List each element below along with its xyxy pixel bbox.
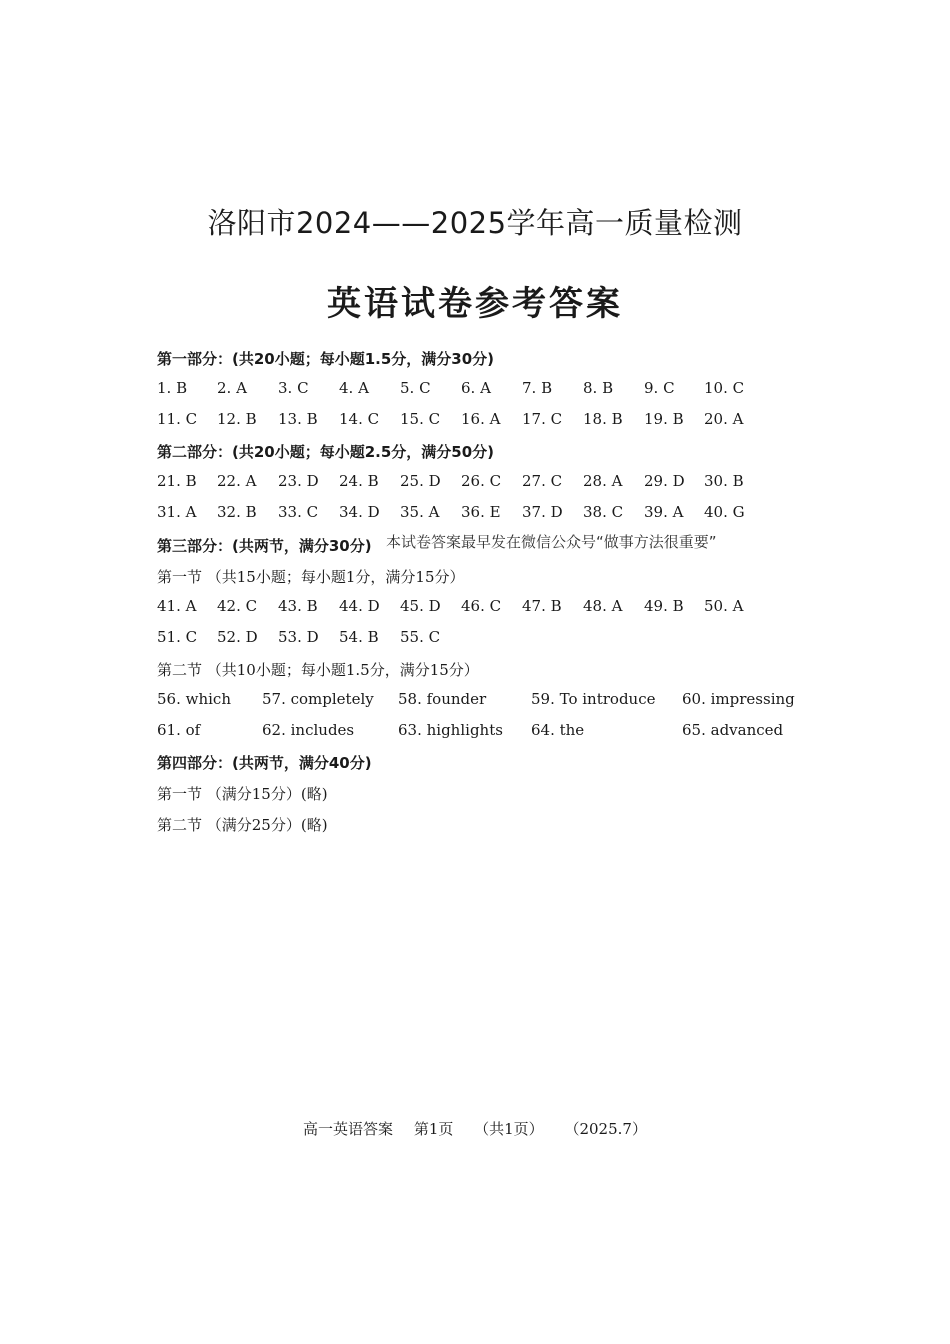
answer-item: 3. C xyxy=(278,379,309,397)
answer-item: 52. D xyxy=(217,628,258,646)
part4-heading: 第四部分：(共两节，满分40分) xyxy=(157,754,372,772)
answer-item: 46. C xyxy=(461,597,502,615)
answer-item: 28. A xyxy=(583,472,623,490)
answer-item: 30. B xyxy=(704,472,744,490)
part3-section1-heading: 第一节 （共15小题；每小题1分，满分15分） xyxy=(157,568,465,586)
answer-item: 39. A xyxy=(644,503,684,521)
answer-item: 63. highlights xyxy=(398,721,503,739)
answer-item: 37. D xyxy=(522,503,563,521)
answer-item: 65. advanced xyxy=(682,721,784,739)
answer-item: 13. B xyxy=(278,410,318,428)
answer-item: 55. C xyxy=(400,628,441,646)
answer-item: 31. A xyxy=(157,503,197,521)
answer-item: 60. impressing xyxy=(682,690,795,708)
answer-item: 9. C xyxy=(644,379,675,397)
answer-item: 53. D xyxy=(278,628,319,646)
footer-page: 第1页 xyxy=(413,1120,454,1138)
answer-item: 23. D xyxy=(278,472,319,490)
page-footer xyxy=(0,1118,950,1139)
part3-section2-heading: 第二节 （共10小题；每小题1.5分，满分15分） xyxy=(157,661,479,679)
answer-item: 62. includes xyxy=(262,721,355,739)
answer-item: 59. To introduce xyxy=(531,690,656,708)
footer-date: （2025.7） xyxy=(564,1120,647,1138)
answer-item: 26. C xyxy=(461,472,502,490)
answer-item: 27. C xyxy=(522,472,563,490)
answer-item: 58. founder xyxy=(398,690,487,708)
answer-item: 54. B xyxy=(339,628,379,646)
part1-heading: 第一部分：(共20小题；每小题1.5分，满分30分) xyxy=(157,350,495,368)
answer-item: 22. A xyxy=(217,472,257,490)
answer-item: 45. D xyxy=(400,597,441,615)
answer-item: 48. A xyxy=(583,597,623,615)
answer-item: 61. of xyxy=(157,721,201,739)
answer-item: 15. C xyxy=(400,410,441,428)
answer-item: 49. B xyxy=(644,597,684,615)
watermark-note: 本试卷答案最早发在微信公众号“做事方法很重要” xyxy=(386,533,717,551)
answer-item: 44. D xyxy=(339,597,380,615)
answer-item: 20. A xyxy=(704,410,744,428)
page-title: 洛阳市2024——2025学年高一质量检测 xyxy=(207,206,743,240)
answer-item: 16. A xyxy=(461,410,501,428)
answer-item: 40. G xyxy=(704,503,745,521)
answer-item: 41. A xyxy=(157,597,197,615)
answer-item: 21. B xyxy=(157,472,197,490)
answer-item: 8. B xyxy=(583,379,614,397)
answer-item: 32. B xyxy=(217,503,257,521)
answer-item: 57. completely xyxy=(262,690,374,708)
answer-item: 29. D xyxy=(644,472,685,490)
answer-item: 1. B xyxy=(157,379,188,397)
answer-item: 2. A xyxy=(217,379,247,397)
answer-item: 34. D xyxy=(339,503,380,521)
answer-item: 17. C xyxy=(522,410,563,428)
answer-item: 5. C xyxy=(400,379,431,397)
answer-item: 56. which xyxy=(157,690,231,708)
part3-heading: 第三部分：(共两节，满分30分) xyxy=(157,537,372,555)
answer-item: 7. B xyxy=(522,379,553,397)
answer-item: 19. B xyxy=(644,410,684,428)
answer-item: 14. C xyxy=(339,410,380,428)
answer-item: 11. C xyxy=(157,410,198,428)
answer-item: 6. A xyxy=(461,379,491,397)
footer-subject: 高一英语答案 xyxy=(303,1120,394,1138)
answer-item: 36. E xyxy=(461,503,501,521)
answer-item: 35. A xyxy=(400,503,440,521)
part4-section2: 第二节 （满分25分）(略) xyxy=(157,816,328,834)
answer-item: 4. A xyxy=(339,379,369,397)
answer-item: 12. B xyxy=(217,410,257,428)
answer-item: 25. D xyxy=(400,472,441,490)
answer-item: 33. C xyxy=(278,503,319,521)
answer-item: 51. C xyxy=(157,628,198,646)
answer-item: 64. the xyxy=(531,721,585,739)
page-subtitle: 英语试卷参考答案 xyxy=(327,284,623,324)
answer-item: 43. B xyxy=(278,597,318,615)
answer-item: 42. C xyxy=(217,597,258,615)
answer-item: 10. C xyxy=(704,379,745,397)
footer-total: （共1页） xyxy=(474,1120,544,1138)
part2-heading: 第二部分：(共20小题；每小题2.5分，满分50分) xyxy=(157,443,495,461)
answer-item: 38. C xyxy=(583,503,624,521)
answer-item: 50. A xyxy=(704,597,744,615)
part4-section1: 第一节 （满分15分）(略) xyxy=(157,785,328,803)
answer-item: 18. B xyxy=(583,410,623,428)
answer-item: 47. B xyxy=(522,597,562,615)
answer-item: 24. B xyxy=(339,472,379,490)
